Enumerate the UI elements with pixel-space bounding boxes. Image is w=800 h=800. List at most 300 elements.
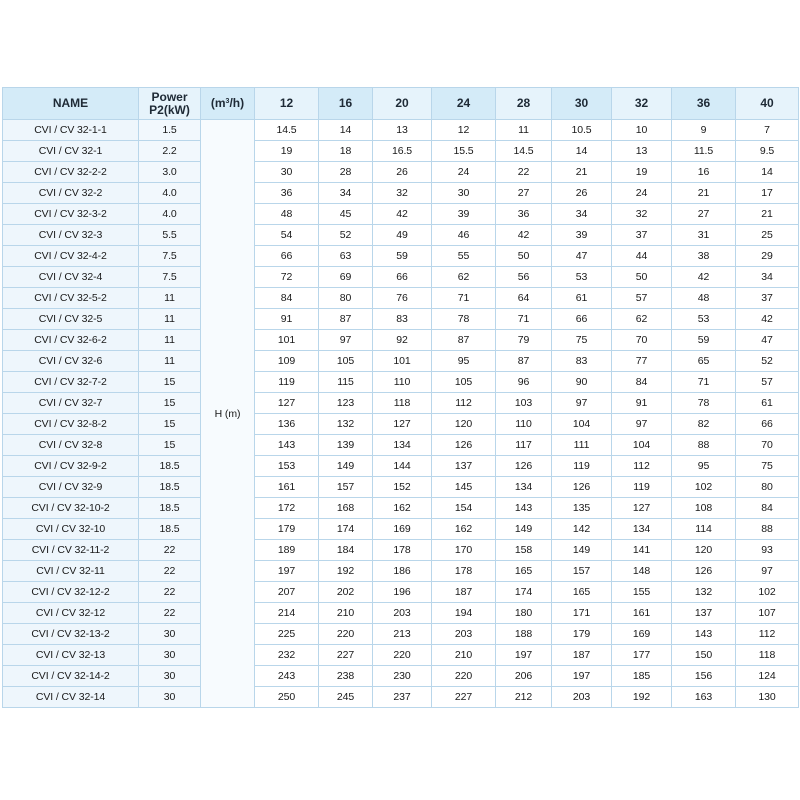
head-value-cell: 179 xyxy=(552,624,612,645)
model-name-cell: CVI / CV 32-12 xyxy=(3,603,139,624)
model-name-cell: CVI / CV 32-11 xyxy=(3,561,139,582)
power-cell: 22 xyxy=(139,540,201,561)
power-cell: 15 xyxy=(139,393,201,414)
head-value-cell: 192 xyxy=(612,687,672,708)
head-value-cell: 9.5 xyxy=(736,141,799,162)
head-value-cell: 227 xyxy=(319,645,373,666)
head-value-cell: 245 xyxy=(319,687,373,708)
head-value-cell: 32 xyxy=(612,204,672,225)
head-value-cell: 76 xyxy=(373,288,432,309)
head-value-cell: 144 xyxy=(373,456,432,477)
head-value-cell: 135 xyxy=(552,498,612,519)
head-value-cell: 28 xyxy=(319,162,373,183)
head-value-cell: 169 xyxy=(612,624,672,645)
head-value-cell: 56 xyxy=(496,267,552,288)
table-row xyxy=(3,288,799,309)
head-value-cell: 50 xyxy=(612,267,672,288)
head-value-cell: 104 xyxy=(612,435,672,456)
power-cell: 15 xyxy=(139,372,201,393)
head-value-cell: 197 xyxy=(552,666,612,687)
head-value-cell: 14.5 xyxy=(255,120,319,141)
head-value-cell: 10 xyxy=(612,120,672,141)
head-value-cell: 162 xyxy=(373,498,432,519)
head-value-cell: 111 xyxy=(552,435,612,456)
head-value-cell: 18 xyxy=(319,141,373,162)
head-value-cell: 34 xyxy=(736,267,799,288)
head-value-cell: 163 xyxy=(672,687,736,708)
head-value-cell: 143 xyxy=(672,624,736,645)
head-value-cell: 83 xyxy=(552,351,612,372)
head-value-cell: 134 xyxy=(373,435,432,456)
head-value-cell: 168 xyxy=(319,498,373,519)
head-value-cell: 109 xyxy=(255,351,319,372)
head-value-cell: 42 xyxy=(672,267,736,288)
model-name-cell: CVI / CV 32-7-2 xyxy=(3,372,139,393)
head-value-cell: 119 xyxy=(255,372,319,393)
head-value-cell: 186 xyxy=(373,561,432,582)
head-value-cell: 206 xyxy=(496,666,552,687)
head-value-cell: 188 xyxy=(496,624,552,645)
head-value-cell: 118 xyxy=(736,645,799,666)
head-value-cell: 90 xyxy=(552,372,612,393)
head-value-cell: 78 xyxy=(432,309,496,330)
table-row xyxy=(3,246,799,267)
table-row xyxy=(3,582,799,603)
head-value-cell: 107 xyxy=(736,603,799,624)
power-cell: 22 xyxy=(139,603,201,624)
head-value-cell: 75 xyxy=(736,456,799,477)
head-value-cell: 220 xyxy=(432,666,496,687)
head-value-cell: 84 xyxy=(612,372,672,393)
head-value-cell: 15.5 xyxy=(432,141,496,162)
model-name-cell: CVI / CV 32-1 xyxy=(3,141,139,162)
head-value-cell: 69 xyxy=(319,267,373,288)
head-value-cell: 149 xyxy=(319,456,373,477)
table-header xyxy=(3,88,799,120)
model-name-cell: CVI / CV 32-14 xyxy=(3,687,139,708)
head-value-cell: 19 xyxy=(255,141,319,162)
head-value-cell: 203 xyxy=(432,624,496,645)
head-value-cell: 48 xyxy=(672,288,736,309)
head-value-cell: 132 xyxy=(672,582,736,603)
head-value-cell: 243 xyxy=(255,666,319,687)
head-value-cell: 161 xyxy=(255,477,319,498)
head-value-cell: 123 xyxy=(319,393,373,414)
head-value-cell: 37 xyxy=(736,288,799,309)
power-cell: 18.5 xyxy=(139,477,201,498)
power-cell: 4.0 xyxy=(139,183,201,204)
head-value-cell: 79 xyxy=(496,330,552,351)
model-name-cell: CVI / CV 32-8-2 xyxy=(3,414,139,435)
head-value-cell: 212 xyxy=(496,687,552,708)
head-value-cell: 97 xyxy=(736,561,799,582)
head-value-cell: 150 xyxy=(672,645,736,666)
table-row xyxy=(3,162,799,183)
pump-performance-table xyxy=(2,87,799,708)
power-cell: 11 xyxy=(139,309,201,330)
head-value-cell: 118 xyxy=(373,393,432,414)
power-cell: 30 xyxy=(139,687,201,708)
head-value-cell: 61 xyxy=(736,393,799,414)
head-value-cell: 92 xyxy=(373,330,432,351)
head-value-cell: 171 xyxy=(552,603,612,624)
model-name-cell: CVI / CV 32-3-2 xyxy=(3,204,139,225)
head-value-cell: 187 xyxy=(432,582,496,603)
power-cell: 18.5 xyxy=(139,456,201,477)
head-value-cell: 185 xyxy=(612,666,672,687)
head-value-cell: 21 xyxy=(736,204,799,225)
head-value-cell: 127 xyxy=(255,393,319,414)
head-value-cell: 36 xyxy=(496,204,552,225)
head-value-cell: 232 xyxy=(255,645,319,666)
head-value-cell: 165 xyxy=(496,561,552,582)
head-value-cell: 101 xyxy=(255,330,319,351)
head-value-cell: 197 xyxy=(255,561,319,582)
head-value-cell: 127 xyxy=(373,414,432,435)
head-value-cell: 45 xyxy=(319,204,373,225)
head-value-cell: 13 xyxy=(373,120,432,141)
head-value-cell: 80 xyxy=(319,288,373,309)
head-value-cell: 95 xyxy=(432,351,496,372)
header-power xyxy=(139,88,201,120)
table-row xyxy=(3,414,799,435)
head-value-cell: 46 xyxy=(432,225,496,246)
head-value-cell: 104 xyxy=(552,414,612,435)
head-value-cell: 169 xyxy=(373,519,432,540)
model-name-cell: CVI / CV 32-11-2 xyxy=(3,540,139,561)
table-row xyxy=(3,519,799,540)
head-value-cell: 71 xyxy=(432,288,496,309)
model-name-cell: CVI / CV 32-8 xyxy=(3,435,139,456)
head-value-cell: 120 xyxy=(672,540,736,561)
header-flow-28: 28 xyxy=(496,88,552,120)
power-cell: 5.5 xyxy=(139,225,201,246)
head-value-cell: 64 xyxy=(496,288,552,309)
head-value-cell: 26 xyxy=(552,183,612,204)
head-value-cell: 126 xyxy=(432,435,496,456)
power-cell: 15 xyxy=(139,435,201,456)
head-value-cell: 27 xyxy=(496,183,552,204)
head-value-cell: 172 xyxy=(255,498,319,519)
header-flow-post: /h) xyxy=(229,96,245,110)
head-value-cell: 119 xyxy=(612,477,672,498)
head-value-cell: 93 xyxy=(736,540,799,561)
head-value-cell: 80 xyxy=(736,477,799,498)
head-value-cell: 66 xyxy=(373,267,432,288)
power-cell: 15 xyxy=(139,414,201,435)
head-value-cell: 14 xyxy=(736,162,799,183)
head-value-cell: 53 xyxy=(552,267,612,288)
model-name-cell: CVI / CV 32-2 xyxy=(3,183,139,204)
head-value-cell: 36 xyxy=(255,183,319,204)
head-value-cell: 11 xyxy=(496,120,552,141)
header-flow-40: 40 xyxy=(736,88,799,120)
head-value-cell: 63 xyxy=(319,246,373,267)
head-value-cell: 117 xyxy=(496,435,552,456)
header-row xyxy=(3,88,799,120)
head-value-cell: 152 xyxy=(373,477,432,498)
head-value-cell: 62 xyxy=(612,309,672,330)
model-name-cell: CVI / CV 32-4 xyxy=(3,267,139,288)
head-value-cell: 155 xyxy=(612,582,672,603)
model-name-cell: CVI / CV 32-10-2 xyxy=(3,498,139,519)
head-value-cell: 84 xyxy=(255,288,319,309)
power-cell: 22 xyxy=(139,561,201,582)
head-value-cell: 180 xyxy=(496,603,552,624)
header-flow-30: 30 xyxy=(552,88,612,120)
table-row xyxy=(3,435,799,456)
head-value-cell: 66 xyxy=(255,246,319,267)
head-value-cell: 25 xyxy=(736,225,799,246)
model-name-cell: CVI / CV 32-4-2 xyxy=(3,246,139,267)
head-value-cell: 50 xyxy=(496,246,552,267)
head-value-cell: 88 xyxy=(672,435,736,456)
head-value-cell: 26 xyxy=(373,162,432,183)
table-row xyxy=(3,393,799,414)
head-value-cell: 65 xyxy=(672,351,736,372)
model-name-cell: CVI / CV 32-13 xyxy=(3,645,139,666)
head-value-cell: 130 xyxy=(736,687,799,708)
power-cell: 11 xyxy=(139,351,201,372)
head-value-cell: 21 xyxy=(552,162,612,183)
head-value-cell: 197 xyxy=(496,645,552,666)
head-value-cell: 177 xyxy=(612,645,672,666)
head-value-cell: 16.5 xyxy=(373,141,432,162)
head-value-cell: 14 xyxy=(319,120,373,141)
power-cell: 4.0 xyxy=(139,204,201,225)
head-value-cell: 95 xyxy=(672,456,736,477)
head-value-cell: 97 xyxy=(552,393,612,414)
head-value-cell: 126 xyxy=(672,561,736,582)
head-value-cell: 143 xyxy=(496,498,552,519)
table-row xyxy=(3,456,799,477)
head-value-cell: 39 xyxy=(552,225,612,246)
head-value-cell: 127 xyxy=(612,498,672,519)
head-value-cell: 61 xyxy=(552,288,612,309)
head-value-cell: 42 xyxy=(496,225,552,246)
header-flow-20: 20 xyxy=(373,88,432,120)
header-name: NAME xyxy=(3,88,139,120)
head-value-cell: 34 xyxy=(319,183,373,204)
head-value-cell: 119 xyxy=(552,456,612,477)
head-value-cell: 178 xyxy=(432,561,496,582)
model-name-cell: CVI / CV 32-9 xyxy=(3,477,139,498)
head-value-cell: 55 xyxy=(432,246,496,267)
head-value-cell: 101 xyxy=(373,351,432,372)
head-value-cell: 225 xyxy=(255,624,319,645)
header-flow-36: 36 xyxy=(672,88,736,120)
head-value-cell: 91 xyxy=(255,309,319,330)
head-value-cell: 16 xyxy=(672,162,736,183)
head-value-cell: 112 xyxy=(736,624,799,645)
head-value-cell: 19 xyxy=(612,162,672,183)
power-cell: 30 xyxy=(139,624,201,645)
head-value-cell: 220 xyxy=(373,645,432,666)
model-name-cell: CVI / CV 32-13-2 xyxy=(3,624,139,645)
power-cell: 7.5 xyxy=(139,267,201,288)
table-body xyxy=(3,120,799,708)
head-value-cell: 75 xyxy=(552,330,612,351)
head-value-cell: 237 xyxy=(373,687,432,708)
model-name-cell: CVI / CV 32-14-2 xyxy=(3,666,139,687)
head-value-cell: 134 xyxy=(612,519,672,540)
head-value-cell: 14 xyxy=(552,141,612,162)
head-value-cell: 149 xyxy=(552,540,612,561)
head-value-cell: 110 xyxy=(373,372,432,393)
head-value-cell: 196 xyxy=(373,582,432,603)
head-value-cell: 96 xyxy=(496,372,552,393)
head-value-cell: 214 xyxy=(255,603,319,624)
head-value-cell: 174 xyxy=(496,582,552,603)
power-cell: 11 xyxy=(139,330,201,351)
table-row xyxy=(3,498,799,519)
head-value-cell: 112 xyxy=(432,393,496,414)
head-value-cell: 97 xyxy=(319,330,373,351)
head-value-cell: 22 xyxy=(496,162,552,183)
head-value-cell: 174 xyxy=(319,519,373,540)
head-value-cell: 148 xyxy=(612,561,672,582)
head-value-cell: 207 xyxy=(255,582,319,603)
header-power-line2: P2(kW) xyxy=(149,102,190,117)
head-value-cell: 24 xyxy=(432,162,496,183)
power-cell: 11 xyxy=(139,288,201,309)
table-row xyxy=(3,225,799,246)
head-value-cell: 154 xyxy=(432,498,496,519)
header-flow-32: 32 xyxy=(612,88,672,120)
head-value-cell: 210 xyxy=(319,603,373,624)
table-row xyxy=(3,561,799,582)
power-cell: 18.5 xyxy=(139,519,201,540)
model-name-cell: CVI / CV 32-3 xyxy=(3,225,139,246)
head-value-cell: 83 xyxy=(373,309,432,330)
head-value-cell: 157 xyxy=(552,561,612,582)
pump-performance-table-container xyxy=(2,87,798,708)
head-value-cell: 141 xyxy=(612,540,672,561)
head-value-cell: 108 xyxy=(672,498,736,519)
model-name-cell: CVI / CV 32-1-1 xyxy=(3,120,139,141)
table-row xyxy=(3,120,799,141)
model-name-cell: CVI / CV 32-2-2 xyxy=(3,162,139,183)
model-name-cell: CVI / CV 32-5 xyxy=(3,309,139,330)
head-value-cell: 37 xyxy=(612,225,672,246)
head-value-cell: 132 xyxy=(319,414,373,435)
head-value-cell: 120 xyxy=(432,414,496,435)
header-flow-unit xyxy=(201,88,255,120)
model-name-cell: CVI / CV 32-6-2 xyxy=(3,330,139,351)
head-value-cell: 179 xyxy=(255,519,319,540)
head-value-cell: 230 xyxy=(373,666,432,687)
head-value-cell: 78 xyxy=(672,393,736,414)
head-value-cell: 48 xyxy=(255,204,319,225)
head-value-cell: 82 xyxy=(672,414,736,435)
head-value-cell: 29 xyxy=(736,246,799,267)
table-row xyxy=(3,645,799,666)
head-value-cell: 39 xyxy=(432,204,496,225)
head-value-cell: 57 xyxy=(612,288,672,309)
head-value-cell: 42 xyxy=(736,309,799,330)
head-value-cell: 203 xyxy=(373,603,432,624)
head-value-cell: 31 xyxy=(672,225,736,246)
table-row xyxy=(3,330,799,351)
head-value-cell: 142 xyxy=(552,519,612,540)
table-row xyxy=(3,477,799,498)
head-value-cell: 70 xyxy=(612,330,672,351)
head-value-cell: 134 xyxy=(496,477,552,498)
model-name-cell: CVI / CV 32-9-2 xyxy=(3,456,139,477)
head-value-cell: 115 xyxy=(319,372,373,393)
power-cell: 2.2 xyxy=(139,141,201,162)
head-value-cell: 44 xyxy=(612,246,672,267)
table-row xyxy=(3,372,799,393)
head-value-cell: 91 xyxy=(612,393,672,414)
head-value-cell: 27 xyxy=(672,204,736,225)
model-name-cell: CVI / CV 32-5-2 xyxy=(3,288,139,309)
head-value-cell: 139 xyxy=(319,435,373,456)
head-value-cell: 137 xyxy=(432,456,496,477)
header-flow-16: 16 xyxy=(319,88,373,120)
header-flow-12: 12 xyxy=(255,88,319,120)
head-value-cell: 126 xyxy=(496,456,552,477)
table-row xyxy=(3,603,799,624)
head-value-cell: 7 xyxy=(736,120,799,141)
head-value-cell: 250 xyxy=(255,687,319,708)
head-value-cell: 59 xyxy=(373,246,432,267)
table-row xyxy=(3,141,799,162)
head-value-cell: 84 xyxy=(736,498,799,519)
head-value-cell: 227 xyxy=(432,687,496,708)
head-value-cell: 170 xyxy=(432,540,496,561)
head-value-cell: 72 xyxy=(255,267,319,288)
head-value-cell: 178 xyxy=(373,540,432,561)
head-value-cell: 220 xyxy=(319,624,373,645)
model-name-cell: CVI / CV 32-10 xyxy=(3,519,139,540)
head-value-cell: 145 xyxy=(432,477,496,498)
head-value-cell: 57 xyxy=(736,372,799,393)
head-value-cell: 62 xyxy=(432,267,496,288)
head-value-cell: 47 xyxy=(736,330,799,351)
head-value-cell: 10.5 xyxy=(552,120,612,141)
head-value-cell: 24 xyxy=(612,183,672,204)
power-cell: 3.0 xyxy=(139,162,201,183)
head-value-cell: 165 xyxy=(552,582,612,603)
table-row xyxy=(3,540,799,561)
head-value-cell: 124 xyxy=(736,666,799,687)
head-value-cell: 162 xyxy=(432,519,496,540)
head-value-cell: 202 xyxy=(319,582,373,603)
head-value-cell: 13 xyxy=(612,141,672,162)
head-value-cell: 187 xyxy=(552,645,612,666)
head-value-cell: 149 xyxy=(496,519,552,540)
table-row xyxy=(3,309,799,330)
head-value-cell: 102 xyxy=(672,477,736,498)
head-value-cell: 238 xyxy=(319,666,373,687)
table-row xyxy=(3,666,799,687)
table-row xyxy=(3,624,799,645)
power-cell: 30 xyxy=(139,666,201,687)
head-value-cell: 32 xyxy=(373,183,432,204)
head-value-cell: 71 xyxy=(496,309,552,330)
head-value-cell: 97 xyxy=(612,414,672,435)
table-row xyxy=(3,204,799,225)
head-value-cell: 158 xyxy=(496,540,552,561)
head-value-cell: 194 xyxy=(432,603,496,624)
header-flow-24: 24 xyxy=(432,88,496,120)
head-value-cell: 213 xyxy=(373,624,432,645)
head-value-cell: 71 xyxy=(672,372,736,393)
head-value-cell: 47 xyxy=(552,246,612,267)
head-value-cell: 30 xyxy=(255,162,319,183)
power-cell: 22 xyxy=(139,582,201,603)
